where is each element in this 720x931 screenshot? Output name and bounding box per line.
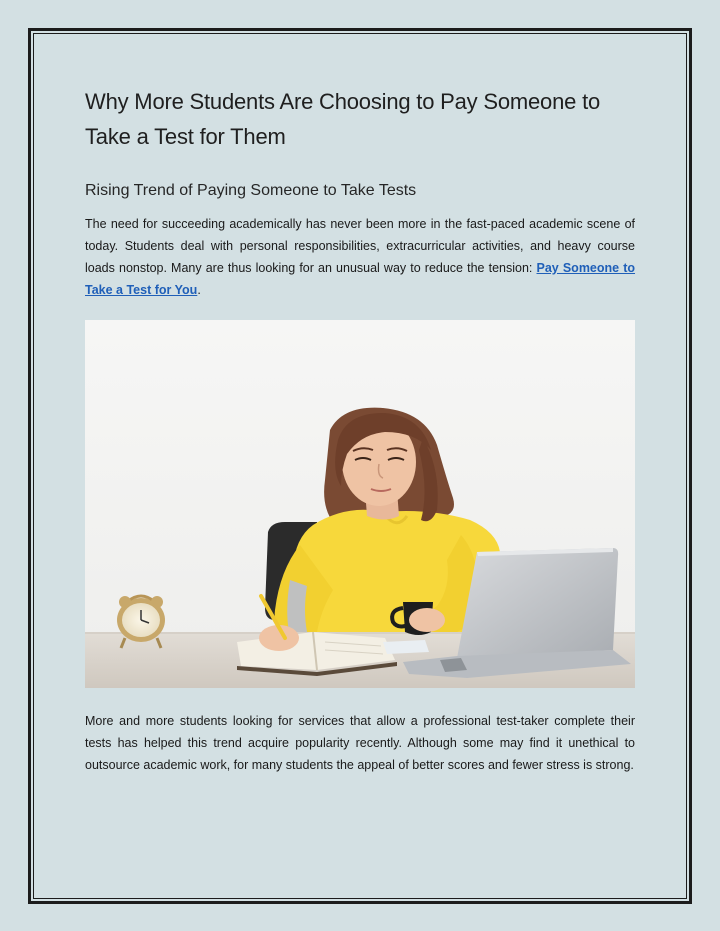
trend-paragraph: More and more students looking for services that allow a professional test-taker complete their tests has helped this trend acquire popularity recently. Although some may find it unethical to outsource academic work, for many students the appeal of better scores and fewer stress is strong.: [85, 714, 635, 772]
section-heading: Rising Trend of Paying Someone to Take Tests: [85, 182, 417, 199]
intro-paragraph-end: .: [197, 283, 201, 297]
document-title: Why More Students Are Choosing to Pay Someone to Take a Test for Them: [85, 89, 601, 149]
student-photo: [85, 320, 635, 688]
intro-paragraph-text: The need for succeeding academically has never been more in the fast-paced academic scene of today. Students deal with personal responsibilities, extracurricular activities, and heavy course loads nonstop. Many are thus looking for an unusual way to reduce the tension:: [85, 217, 635, 275]
intro-paragraph: [85, 213, 635, 301]
pay-someone-link[interactable]: Pay Someone to Take a Test for You: [85, 261, 636, 297]
